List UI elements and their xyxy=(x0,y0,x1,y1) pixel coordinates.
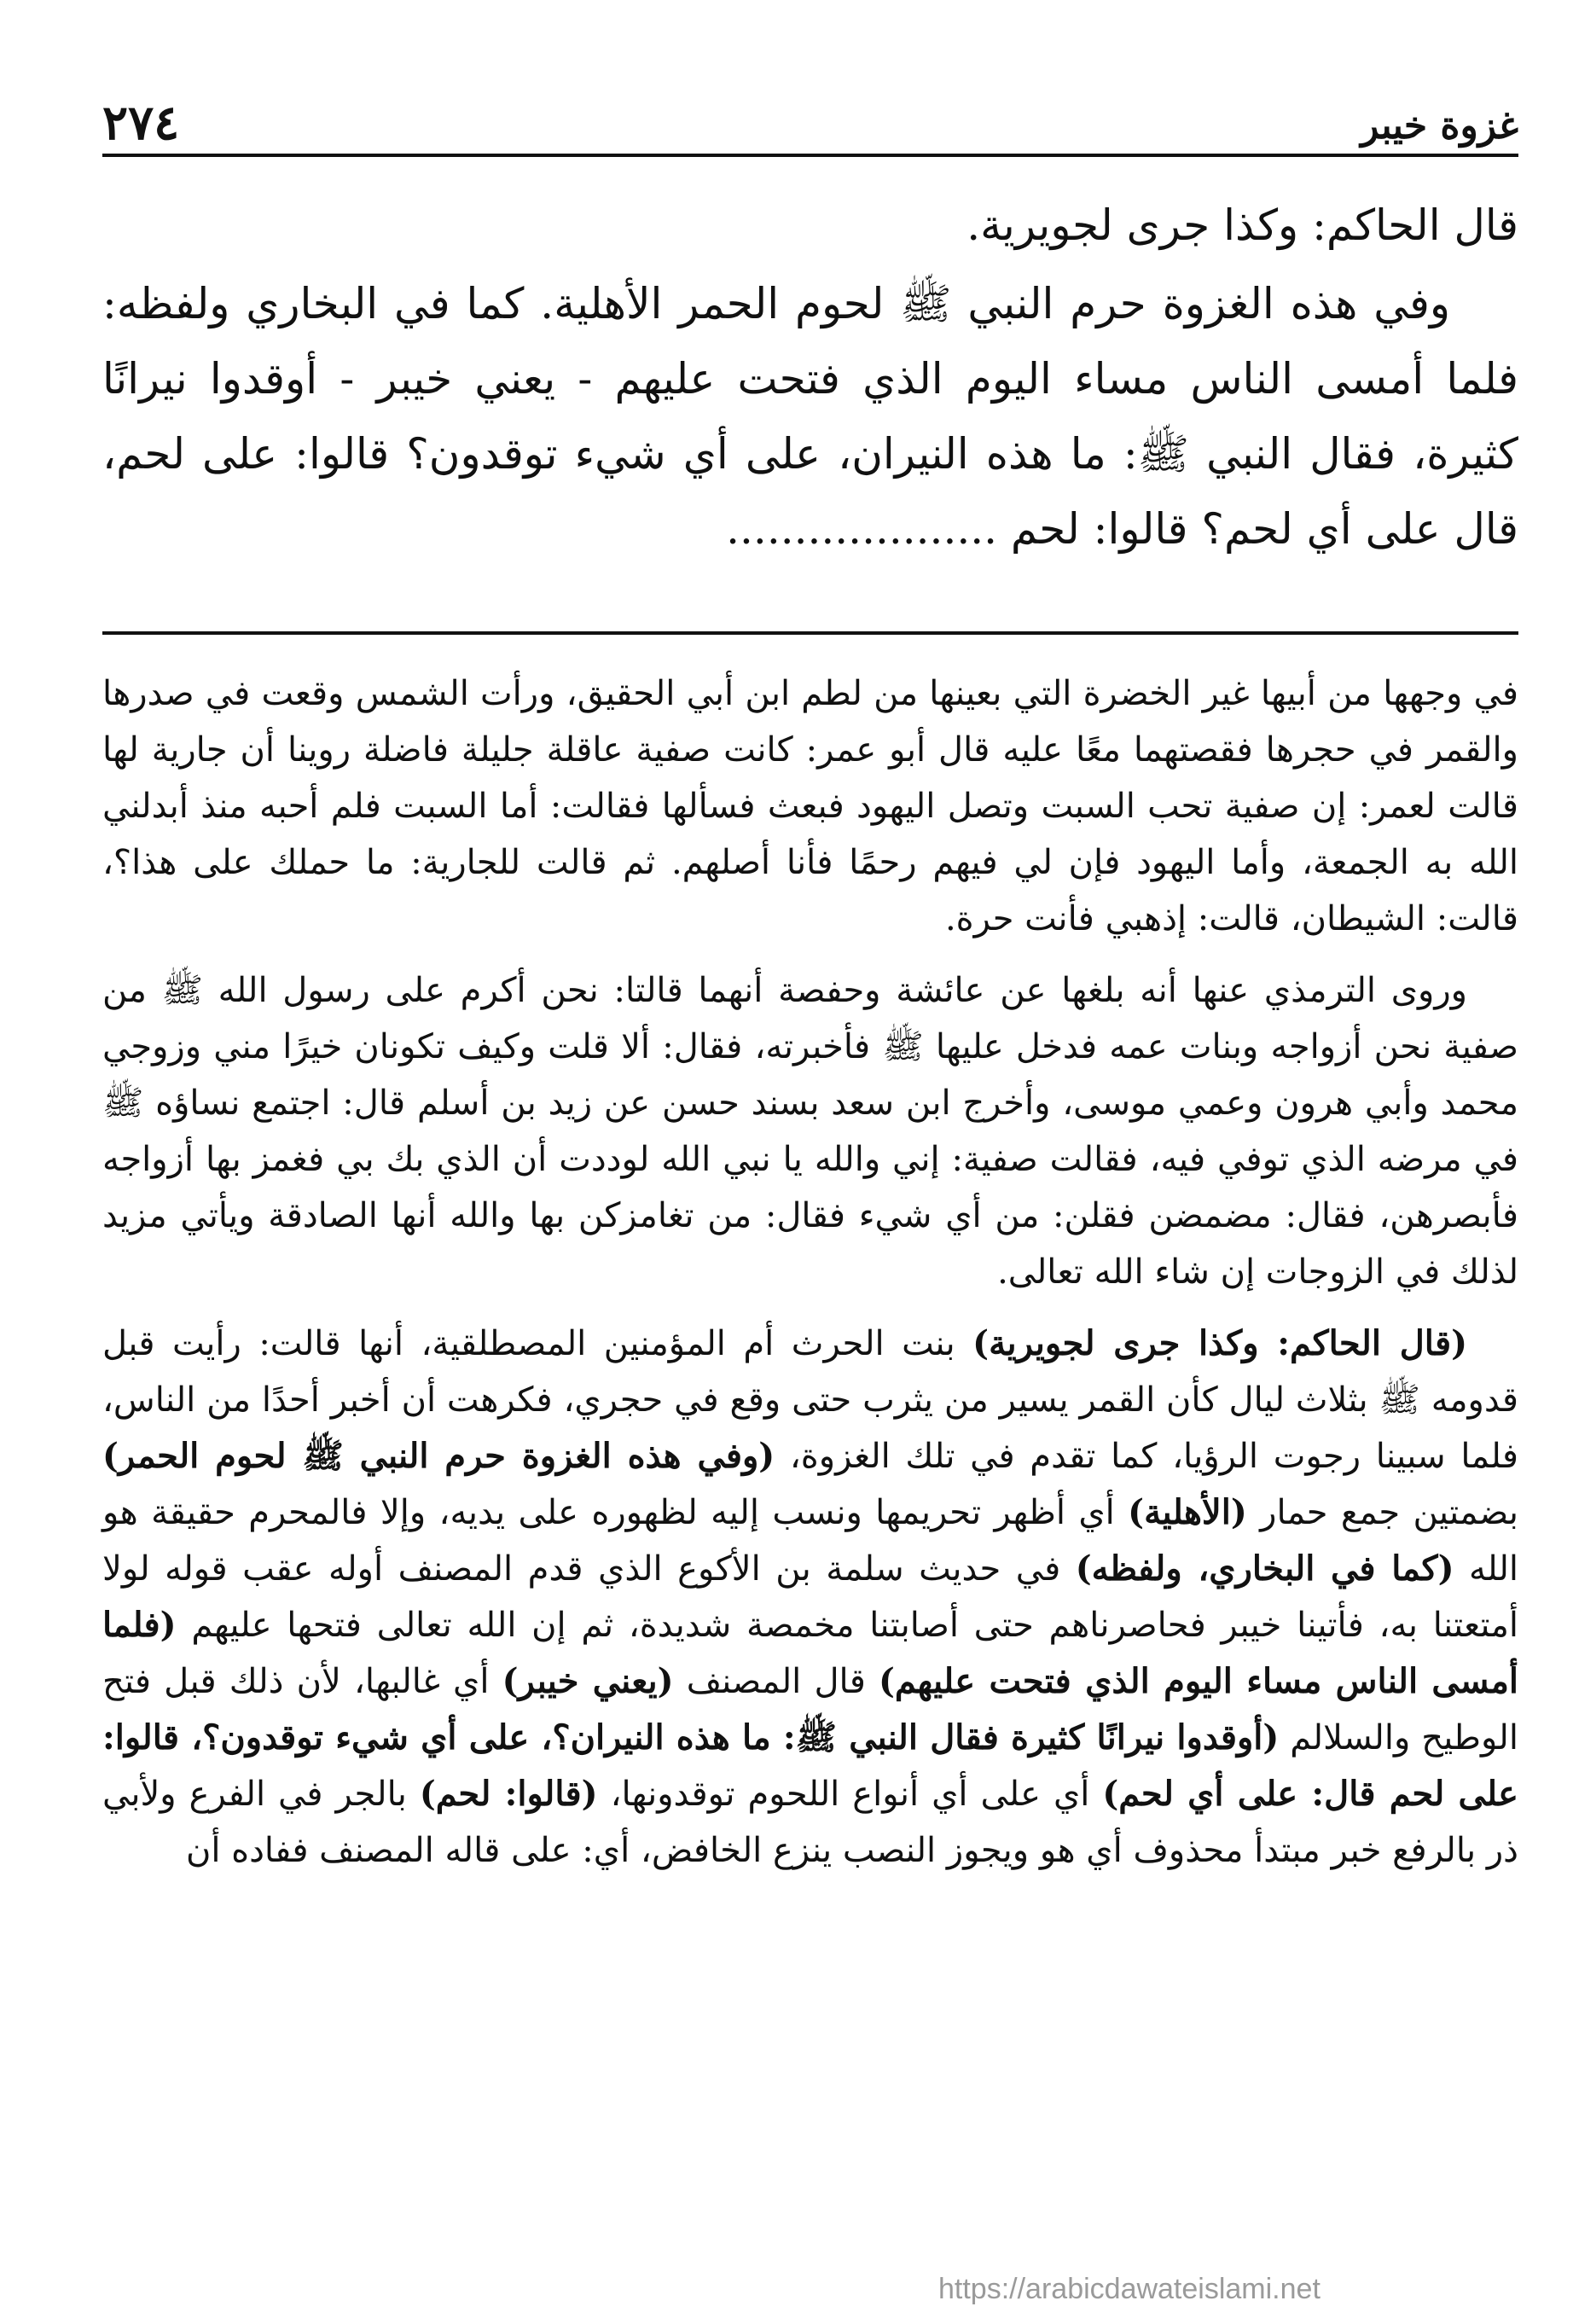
watermark-url: https://arabicdawateislami.net xyxy=(938,2273,1321,2305)
commentary-segment: أي على أي أنواع اللحوم توقدونها، xyxy=(597,1775,1103,1814)
main-text-line-1: قال الحاكم: وكذا جرى لجويرية. xyxy=(966,200,1518,250)
ellipsis-dots: .................... xyxy=(726,504,998,554)
quoted-main-text: (فلما أمسى الناس مساء اليوم الذي فتحت عليهم) xyxy=(102,1605,1518,1701)
quoted-main-text: (قالوا: لحم) xyxy=(419,1774,598,1814)
main-text-paragraph xyxy=(102,266,1518,566)
page-header xyxy=(102,77,1518,157)
running-title: غزوة خيبر xyxy=(1361,104,1518,148)
quoted-main-text: (قال الحاكم: وكذا جرى لجويرية) xyxy=(972,1323,1467,1363)
commentary-paragraph-1: في وجهها من أبيها غير الخضرة التي بعينها من لطم ابن أبي الحقيق، ورأت الشمس وقعت في صدرها والقمر في حجرها فقصتهما معًا عليه قال أبو عمر: كانت صفية عاقلة جليلة فاضلة روينا أن جارية لها قالت لعمر: إن صفية تحب السبت وتصل اليهود فبعث فسألها فقالت: أما السبت فلم أحبه منذ أبدلني الله به الجمعة، وأما اليهود فإن لي فيهم رحمًا فأنا أصلهم. ثم قالت للجارية: ما حملك على هذا؟، قالت: الشيطان، قالت: إذهبي فأنت حرة. xyxy=(102,674,1519,938)
separator-line xyxy=(102,631,1518,635)
commentary-paragraph-3 xyxy=(102,1316,1518,1879)
quoted-main-text: (الأهلية) xyxy=(1128,1492,1247,1532)
page-number: ٢٧٤ xyxy=(102,95,180,151)
quoted-main-text: (يعني خيبر) xyxy=(502,1661,674,1701)
main-text xyxy=(102,188,1518,570)
book-page xyxy=(102,77,1518,2261)
commentary-segment: بنت الحرث أم المؤمنين المصطلقية، أنها قالت: رأيت قبل قدومه ﷺ بثلاث ليال كأن القمر يسير من يثرب حتى وقع في حجري، فكرهت أن أخبر أحدًا من الناس، فلما سبينا رجوت الرؤيا، كما تقدم في تلك الغزوة، xyxy=(102,1324,1519,1476)
main-text-paragraph-body: وفي هذه الغزوة حرم النبي ﷺ لحوم الحمر الأهلية. كما في البخاري ولفظه: فلما أمسى الناس مساء اليوم الذي فتحت عليهم - يعني خيبر - أوقدوا نيرانًا كثيرة، فقال النبي ﷺ: ما هذه النيران، على أي شيء توقدون؟ قالوا: على لحم، قال على أي لحم؟ قالوا: لحم xyxy=(102,279,1518,554)
quoted-main-text: (أوقدوا نيرانًا كثيرة فقال النبي ﷺ: ما هذه النيران؟، على أي شيء توقدون؟، قالوا: على لحم قال: على أي لحم) xyxy=(102,1717,1518,1814)
commentary-paragraph-2: وروى الترمذي عنها أنه بلغها عن عائشة وحفصة أنهما قالتا: نحن أكرم على رسول الله ﷺ من صفية نحن أزواجه وبنات عمه فدخل عليها ﷺ فأخبرته، فقال: ألا قلت وكيف تكونان خيرًا مني وزوجي محمد وأبي هرون وعمي موسى، وأخرج ابن سعد بسند حسن عن زيد بن أسلم قال: اجتمع نساؤه ﷺ في مرضه الذي توفي فيه، فقالت صفية: إني والله يا نبي الله لوددت أن الذي بك بي فغمز بها أزواجه فأبصرهن، فقال: مضمضن فقلن: من أي شيء فقال: من تغامزكن بها والله أنها الصادقة ويأتي مزيد لذلك في الزوجات إن شاء الله تعالى. xyxy=(102,971,1518,1292)
commentary-text xyxy=(102,665,1518,1894)
commentary-segment: أي غالبها، لأن ذلك قبل فتح الوطيح والسلالم xyxy=(102,1662,1518,1758)
commentary-segment: قال المصنف xyxy=(673,1662,879,1701)
commentary-segment: في حديث سلمة بن الأكوع الذي قدم المصنف أوله عقب قوله لولا أمتعتنا به، فأتينا خيبر فحاصرناهم حتى أصابتنا مخمصة شديدة، ثم إن الله تعالى فتحها عليهم xyxy=(102,1549,1518,1645)
quoted-main-text: (وفي هذه الغزوة حرم النبي ﷺ لحوم الحمر) xyxy=(102,1436,775,1476)
commentary-segment: أي أظهر تحريمها ونسب إليه لظهوره على يديه، وإلا فالمحرم حقيقة هو الله xyxy=(102,1493,1518,1589)
commentary-segment: بالجر في الفرع ولأبي ذر بالرفع خبر مبتدأ محذوف أي هو ويجوز النصب ينزع الخافض، أي: على قاله المصنف ففاده أن xyxy=(102,1775,1518,1870)
quoted-main-text: (كما في البخاري، ولفظه) xyxy=(1075,1548,1454,1589)
commentary-segment: بضمتين جمع حمار xyxy=(1246,1493,1518,1532)
